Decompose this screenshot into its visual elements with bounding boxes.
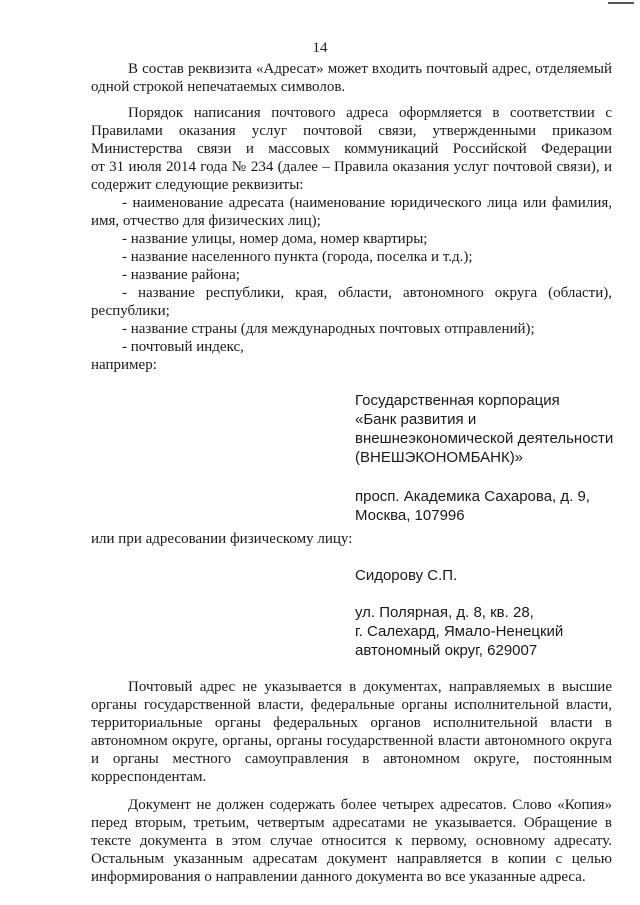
text-line: Почтовый адрес не указывается в документах, направляемых в высшие	[128, 679, 612, 695]
example-org-line: (ВНЕШЭКОНОМБАНК)»	[355, 449, 524, 466]
text-line: органы государственной власти, федеральные органы исполнительной власти,	[91, 697, 612, 713]
example-org-line: «Банк развития и	[355, 411, 477, 428]
text-line: Порядок написания почтового адреса оформляется в соответствии с	[128, 105, 612, 121]
list-item: - почтовый индекс,	[122, 339, 244, 355]
text-line: Правилами оказания услуг почтовой связи, утвержденными приказом	[91, 123, 612, 139]
text-line: одной строкой непечатаемых символов.	[91, 79, 346, 95]
list-item: республики;	[91, 303, 170, 319]
text-line: Документ не должен содержать более четырех адресатов. Слово «Копия»	[128, 797, 612, 813]
individual-name: Сидорову С.П.	[355, 567, 458, 584]
individual-address-line: ул. Полярная, д. 8, кв. 28,	[355, 604, 534, 621]
text-line: территориальные органы федеральных органов исполнительной власти в	[91, 715, 612, 731]
text-line: от 31 июля 2014 года № 234 (далее – Правила оказания услуг почтовой связи), и	[91, 159, 612, 175]
list-item: - название района;	[122, 267, 240, 283]
text-line: перед вторым, третьим, четвертым адресатами не указывается. Обращение в	[91, 815, 612, 831]
list-item: - наименование адресата (наименование юридического лица или фамилия,	[122, 195, 612, 211]
text-line: автономном округе, органы, органы государственной власти автономного округа	[91, 733, 612, 749]
list-item: - название республики, края, области, автономного округа (области),	[122, 285, 612, 301]
text-line: содержит следующие реквизиты:	[91, 177, 304, 193]
list-item: - название страны (для международных почтовых отправлений);	[122, 321, 535, 337]
text-line: Министерства связи и массовых коммуникаций Российской Федерации	[91, 141, 612, 157]
list-item: имя, отчество для физических лиц);	[91, 213, 321, 229]
example-org-line: внешнеэкономической деятельности	[355, 430, 614, 447]
text-line: Остальным указанным адресатам документ направляется в копии с целью	[91, 851, 612, 867]
example-org-address-line: Москва, 107996	[355, 507, 465, 524]
example-org-line: Государственная корпорация	[355, 392, 560, 409]
list-item: - название населенного пункта (города, поселка и т.д.);	[122, 249, 473, 265]
individual-address-line: автономный округ, 629007	[355, 642, 538, 659]
text-line: В состав реквизита «Адресат» может входить почтовый адрес, отделяемый	[128, 61, 612, 77]
example-org-address-line: просп. Академика Сахарова, д. 9,	[355, 488, 590, 505]
text-line: информирования о направлении данного документа во все указанные адреса.	[91, 869, 586, 885]
individual-label: или при адресовании физическому лицу:	[91, 531, 353, 547]
text-line: и органы местного самоуправления в автономном округе, постоянным	[91, 751, 612, 767]
text-line: тексте документа в этом случае относится к первому, основному адресату.	[91, 833, 612, 849]
example-label: например:	[91, 357, 157, 373]
page-number: 14	[312, 40, 328, 56]
individual-address-line: г. Салехард, Ямало-Ненецкий	[355, 623, 564, 640]
corner-scan-mark	[608, 2, 634, 4]
list-item: - название улицы, номер дома, номер квартиры;	[122, 231, 428, 247]
text-line: корреспондентам.	[91, 769, 207, 785]
